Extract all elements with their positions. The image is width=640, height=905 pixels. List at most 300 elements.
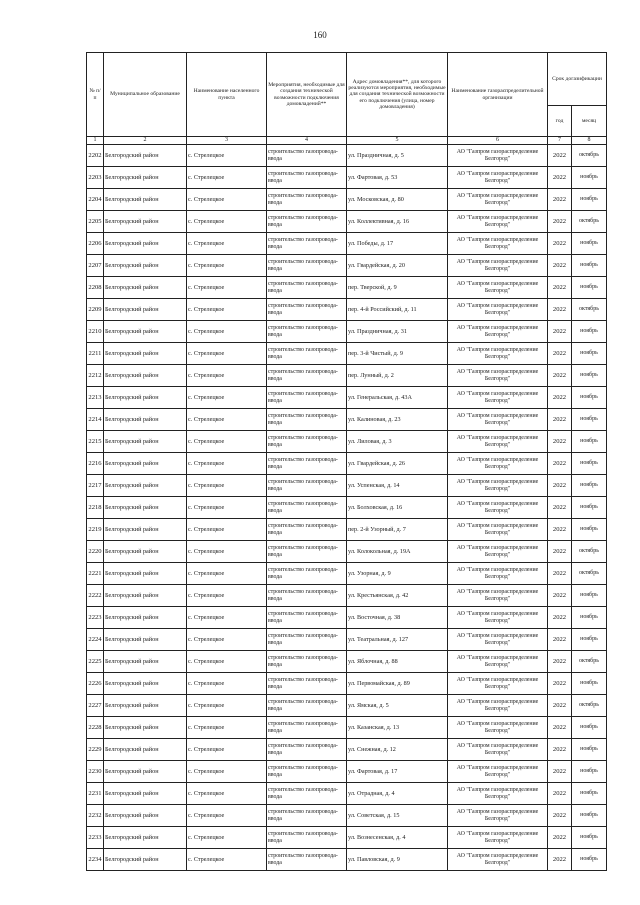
year-cell: 2022 xyxy=(548,651,572,673)
month-cell: ноябрь xyxy=(572,717,607,739)
table-row xyxy=(87,717,607,739)
month-cell: ноябрь xyxy=(572,805,607,827)
settlement-cell: с. Стрелецкое xyxy=(187,277,267,299)
row-number: 2218 xyxy=(87,497,104,519)
municipality-cell: Белгородский район xyxy=(104,343,187,365)
year-cell: 2022 xyxy=(548,673,572,695)
column-number: 6 xyxy=(448,137,548,145)
row-number: 2210 xyxy=(87,321,104,343)
month-cell: ноябрь xyxy=(572,739,607,761)
organization-cell: АО "Газпром газораспределение Белгород" xyxy=(448,805,548,827)
organization-cell: АО "Газпром газораспределение Белгород" xyxy=(448,277,548,299)
month-cell: ноябрь xyxy=(572,585,607,607)
measure-cell: строительство газопровода-ввода xyxy=(267,761,347,783)
year-cell: 2022 xyxy=(548,453,572,475)
year-cell: 2022 xyxy=(548,541,572,563)
municipality-cell: Белгородский район xyxy=(104,431,187,453)
address-cell: ул. Театральная, д. 127 xyxy=(347,629,448,651)
year-cell: 2022 xyxy=(548,475,572,497)
table-row xyxy=(87,409,607,431)
organization-cell: АО "Газпром газораспределение Белгород" xyxy=(448,475,548,497)
measure-cell: строительство газопровода-ввода xyxy=(267,431,347,453)
row-number: 2209 xyxy=(87,299,104,321)
municipality-cell: Белгородский район xyxy=(104,651,187,673)
settlement-cell: с. Стрелецкое xyxy=(187,695,267,717)
month-cell: ноябрь xyxy=(572,233,607,255)
column-number: 7 xyxy=(548,137,572,145)
month-cell: октябрь xyxy=(572,651,607,673)
month-cell: ноябрь xyxy=(572,849,607,871)
month-cell: октябрь xyxy=(572,541,607,563)
year-cell: 2022 xyxy=(548,145,572,167)
month-cell: октябрь xyxy=(572,563,607,585)
row-number: 2212 xyxy=(87,365,104,387)
address-cell: ул. Гвардейская, д. 20 xyxy=(347,255,448,277)
organization-cell: АО "Газпром газораспределение Белгород" xyxy=(448,717,548,739)
address-cell: ул. Вознесенская, д. 4 xyxy=(347,827,448,849)
address-cell: пер. 2-й Узорный, д. 7 xyxy=(347,519,448,541)
table-row xyxy=(87,211,607,233)
measure-cell: строительство газопровода-ввода xyxy=(267,695,347,717)
measure-cell: строительство газопровода-ввода xyxy=(267,255,347,277)
measure-cell: строительство газопровода-ввода xyxy=(267,519,347,541)
year-cell: 2022 xyxy=(548,629,572,651)
table-row xyxy=(87,563,607,585)
year-cell: 2022 xyxy=(548,409,572,431)
measure-cell: строительство газопровода-ввода xyxy=(267,651,347,673)
year-cell: 2022 xyxy=(548,189,572,211)
year-cell: 2022 xyxy=(548,607,572,629)
row-number: 2205 xyxy=(87,211,104,233)
header-deadline: Срок догазификации xyxy=(548,53,607,106)
address-cell: ул. Восточная, д. 38 xyxy=(347,607,448,629)
measure-cell: строительство газопровода-ввода xyxy=(267,629,347,651)
municipality-cell: Белгородский район xyxy=(104,321,187,343)
address-cell: ул. Отрадная, д. 4 xyxy=(347,783,448,805)
row-number: 2234 xyxy=(87,849,104,871)
municipality-cell: Белгородский район xyxy=(104,233,187,255)
table-row xyxy=(87,497,607,519)
month-cell: ноябрь xyxy=(572,387,607,409)
row-number: 2211 xyxy=(87,343,104,365)
organization-cell: АО "Газпром газораспределение Белгород" xyxy=(448,255,548,277)
address-cell: ул. Советская, д. 15 xyxy=(347,805,448,827)
month-cell: ноябрь xyxy=(572,783,607,805)
address-cell: ул. Павловская, д. 9 xyxy=(347,849,448,871)
municipality-cell: Белгородский район xyxy=(104,717,187,739)
settlement-cell: с. Стрелецкое xyxy=(187,497,267,519)
table-row xyxy=(87,673,607,695)
address-cell: ул. Узорная, д. 9 xyxy=(347,563,448,585)
address-cell: пер. Тверской, д. 9 xyxy=(347,277,448,299)
municipality-cell: Белгородский район xyxy=(104,299,187,321)
organization-cell: АО "Газпром газораспределение Белгород" xyxy=(448,233,548,255)
month-cell: ноябрь xyxy=(572,497,607,519)
table-row xyxy=(87,761,607,783)
organization-cell: АО "Газпром газораспределение Белгород" xyxy=(448,827,548,849)
settlement-cell: с. Стрелецкое xyxy=(187,805,267,827)
measure-cell: строительство газопровода-ввода xyxy=(267,299,347,321)
month-cell: ноябрь xyxy=(572,343,607,365)
month-cell: ноябрь xyxy=(572,673,607,695)
settlement-cell: с. Стрелецкое xyxy=(187,409,267,431)
table-row xyxy=(87,849,607,871)
month-cell: ноябрь xyxy=(572,607,607,629)
address-cell: пер. Лунный, д. 2 xyxy=(347,365,448,387)
year-cell: 2022 xyxy=(548,761,572,783)
year-cell: 2022 xyxy=(548,277,572,299)
row-number: 2232 xyxy=(87,805,104,827)
measure-cell: строительство газопровода-ввода xyxy=(267,277,347,299)
address-cell: ул. Лиловая, д. 3 xyxy=(347,431,448,453)
table-row xyxy=(87,695,607,717)
column-numbers-row xyxy=(87,137,607,145)
organization-cell: АО "Газпром газораспределение Белгород" xyxy=(448,299,548,321)
municipality-cell: Белгородский район xyxy=(104,761,187,783)
table-row xyxy=(87,189,607,211)
municipality-cell: Белгородский район xyxy=(104,849,187,871)
row-number: 2227 xyxy=(87,695,104,717)
settlement-cell: с. Стрелецкое xyxy=(187,431,267,453)
table-row xyxy=(87,299,607,321)
table-row xyxy=(87,387,607,409)
organization-cell: АО "Газпром газораспределение Белгород" xyxy=(448,409,548,431)
address-cell: ул. Фартовая, д. 53 xyxy=(347,167,448,189)
year-cell: 2022 xyxy=(548,211,572,233)
municipality-cell: Белгородский район xyxy=(104,563,187,585)
table-row xyxy=(87,739,607,761)
header-organization: Наименование газораспределительной организации xyxy=(448,53,548,137)
month-cell: ноябрь xyxy=(572,321,607,343)
year-cell: 2022 xyxy=(548,695,572,717)
organization-cell: АО "Газпром газораспределение Белгород" xyxy=(448,211,548,233)
year-cell: 2022 xyxy=(548,431,572,453)
organization-cell: АО "Газпром газораспределение Белгород" xyxy=(448,739,548,761)
row-number: 2223 xyxy=(87,607,104,629)
municipality-cell: Белгородский район xyxy=(104,387,187,409)
year-cell: 2022 xyxy=(548,519,572,541)
month-cell: ноябрь xyxy=(572,255,607,277)
address-cell: ул. Колокольная, д. 19А xyxy=(347,541,448,563)
settlement-cell: с. Стрелецкое xyxy=(187,299,267,321)
organization-cell: АО "Газпром газораспределение Белгород" xyxy=(448,651,548,673)
organization-cell: АО "Газпром газораспределение Белгород" xyxy=(448,431,548,453)
organization-cell: АО "Газпром газораспределение Белгород" xyxy=(448,387,548,409)
measure-cell: строительство газопровода-ввода xyxy=(267,585,347,607)
table-row xyxy=(87,783,607,805)
table-row xyxy=(87,167,607,189)
table-row xyxy=(87,343,607,365)
measure-cell: строительство газопровода-ввода xyxy=(267,607,347,629)
row-number: 2217 xyxy=(87,475,104,497)
year-cell: 2022 xyxy=(548,321,572,343)
measure-cell: строительство газопровода-ввода xyxy=(267,189,347,211)
address-cell: ул. Коллективная, д. 16 xyxy=(347,211,448,233)
header-month: месяц xyxy=(572,106,607,137)
municipality-cell: Белгородский район xyxy=(104,255,187,277)
municipality-cell: Белгородский район xyxy=(104,607,187,629)
organization-cell: АО "Газпром газораспределение Белгород" xyxy=(448,453,548,475)
measure-cell: строительство газопровода-ввода xyxy=(267,409,347,431)
organization-cell: АО "Газпром газораспределение Белгород" xyxy=(448,783,548,805)
measure-cell: строительство газопровода-ввода xyxy=(267,673,347,695)
table-row xyxy=(87,541,607,563)
municipality-cell: Белгородский район xyxy=(104,409,187,431)
address-cell: ул. Успенская, д. 14 xyxy=(347,475,448,497)
row-number: 2229 xyxy=(87,739,104,761)
address-cell: ул. Первомайская, д. 89 xyxy=(347,673,448,695)
year-cell: 2022 xyxy=(548,717,572,739)
settlement-cell: с. Стрелецкое xyxy=(187,167,267,189)
settlement-cell: с. Стрелецкое xyxy=(187,761,267,783)
row-number: 2224 xyxy=(87,629,104,651)
column-number: 8 xyxy=(572,137,607,145)
table-row xyxy=(87,321,607,343)
column-number: 3 xyxy=(187,137,267,145)
organization-cell: АО "Газпром газораспределение Белгород" xyxy=(448,365,548,387)
measure-cell: строительство газопровода-ввода xyxy=(267,739,347,761)
municipality-cell: Белгородский район xyxy=(104,827,187,849)
settlement-cell: с. Стрелецкое xyxy=(187,365,267,387)
year-cell: 2022 xyxy=(548,299,572,321)
measure-cell: строительство газопровода-ввода xyxy=(267,321,347,343)
table-row xyxy=(87,453,607,475)
row-number: 2213 xyxy=(87,387,104,409)
table-row xyxy=(87,233,607,255)
address-cell: ул. Победы, д. 17 xyxy=(347,233,448,255)
address-cell: ул. Снежная, д. 12 xyxy=(347,739,448,761)
municipality-cell: Белгородский район xyxy=(104,365,187,387)
municipality-cell: Белгородский район xyxy=(104,145,187,167)
measure-cell: строительство газопровода-ввода xyxy=(267,475,347,497)
row-number: 2221 xyxy=(87,563,104,585)
organization-cell: АО "Газпром газораспределение Белгород" xyxy=(448,585,548,607)
settlement-cell: с. Стрелецкое xyxy=(187,475,267,497)
measure-cell: строительство газопровода-ввода xyxy=(267,233,347,255)
year-cell: 2022 xyxy=(548,167,572,189)
month-cell: ноябрь xyxy=(572,365,607,387)
year-cell: 2022 xyxy=(548,343,572,365)
header-municipality: Муниципальное образование xyxy=(104,53,187,137)
header-address: Адрес домовладения**, для которого реализуются мероприятия, необходимые для создания технической возможности его подключения (улица, номер домовладения) xyxy=(347,53,448,137)
row-number: 2215 xyxy=(87,431,104,453)
month-cell: октябрь xyxy=(572,299,607,321)
organization-cell: АО "Газпром газораспределение Белгород" xyxy=(448,761,548,783)
address-cell: ул. Фартовая, д. 17 xyxy=(347,761,448,783)
settlement-cell: с. Стрелецкое xyxy=(187,343,267,365)
month-cell: ноябрь xyxy=(572,167,607,189)
organization-cell: АО "Газпром газораспределение Белгород" xyxy=(448,673,548,695)
row-number: 2202 xyxy=(87,145,104,167)
municipality-cell: Белгородский район xyxy=(104,475,187,497)
month-cell: ноябрь xyxy=(572,629,607,651)
settlement-cell: с. Стрелецкое xyxy=(187,453,267,475)
settlement-cell: с. Стрелецкое xyxy=(187,387,267,409)
column-number: 4 xyxy=(267,137,347,145)
month-cell: ноябрь xyxy=(572,189,607,211)
row-number: 2230 xyxy=(87,761,104,783)
table-body xyxy=(87,145,607,871)
measure-cell: строительство газопровода-ввода xyxy=(267,827,347,849)
settlement-cell: с. Стрелецкое xyxy=(187,233,267,255)
organization-cell: АО "Газпром газораспределение Белгород" xyxy=(448,189,548,211)
table-row xyxy=(87,431,607,453)
settlement-cell: с. Стрелецкое xyxy=(187,717,267,739)
settlement-cell: с. Стрелецкое xyxy=(187,783,267,805)
row-number: 2226 xyxy=(87,673,104,695)
row-number: 2216 xyxy=(87,453,104,475)
measure-cell: строительство газопровода-ввода xyxy=(267,541,347,563)
measure-cell: строительство газопровода-ввода xyxy=(267,211,347,233)
settlement-cell: с. Стрелецкое xyxy=(187,321,267,343)
municipality-cell: Белгородский район xyxy=(104,673,187,695)
measure-cell: строительство газопровода-ввода xyxy=(267,563,347,585)
column-number: 5 xyxy=(347,137,448,145)
table-row xyxy=(87,805,607,827)
settlement-cell: с. Стрелецкое xyxy=(187,211,267,233)
year-cell: 2022 xyxy=(548,233,572,255)
year-cell: 2022 xyxy=(548,739,572,761)
measure-cell: строительство газопровода-ввода xyxy=(267,145,347,167)
municipality-cell: Белгородский район xyxy=(104,189,187,211)
municipality-cell: Белгородский район xyxy=(104,805,187,827)
row-number: 2206 xyxy=(87,233,104,255)
row-number: 2225 xyxy=(87,651,104,673)
address-cell: ул. Гвардейская, д. 26 xyxy=(347,453,448,475)
settlement-cell: с. Стрелецкое xyxy=(187,607,267,629)
municipality-cell: Белгородский район xyxy=(104,783,187,805)
year-cell: 2022 xyxy=(548,497,572,519)
year-cell: 2022 xyxy=(548,805,572,827)
measure-cell: строительство газопровода-ввода xyxy=(267,387,347,409)
month-cell: ноябрь xyxy=(572,453,607,475)
municipality-cell: Белгородский район xyxy=(104,739,187,761)
month-cell: ноябрь xyxy=(572,277,607,299)
organization-cell: АО "Газпром газораспределение Белгород" xyxy=(448,343,548,365)
organization-cell: АО "Газпром газораспределение Белгород" xyxy=(448,145,548,167)
address-cell: пер. 4-й Российский, д. 11 xyxy=(347,299,448,321)
month-cell: октябрь xyxy=(572,145,607,167)
row-number: 2228 xyxy=(87,717,104,739)
table-row xyxy=(87,145,607,167)
header-year: год xyxy=(548,106,572,137)
settlement-cell: с. Стрелецкое xyxy=(187,145,267,167)
table-row xyxy=(87,827,607,849)
row-number: 2207 xyxy=(87,255,104,277)
organization-cell: АО "Газпром газораспределение Белгород" xyxy=(448,849,548,871)
address-cell: пер. 3-й Чистый, д. 9 xyxy=(347,343,448,365)
gasification-table xyxy=(86,52,607,871)
address-cell: ул. Крестьянская, д. 42 xyxy=(347,585,448,607)
address-cell: ул. Праздничная, д. 5 xyxy=(347,145,448,167)
table-row xyxy=(87,475,607,497)
municipality-cell: Белгородский район xyxy=(104,277,187,299)
table-row xyxy=(87,519,607,541)
municipality-cell: Белгородский район xyxy=(104,167,187,189)
page-number: 160 xyxy=(313,30,327,40)
settlement-cell: с. Стрелецкое xyxy=(187,541,267,563)
organization-cell: АО "Газпром газораспределение Белгород" xyxy=(448,321,548,343)
year-cell: 2022 xyxy=(548,783,572,805)
row-number: 2222 xyxy=(87,585,104,607)
row-number: 2214 xyxy=(87,409,104,431)
settlement-cell: с. Стрелецкое xyxy=(187,563,267,585)
table-row xyxy=(87,277,607,299)
measure-cell: строительство газопровода-ввода xyxy=(267,717,347,739)
municipality-cell: Белгородский район xyxy=(104,497,187,519)
organization-cell: АО "Газпром газораспределение Белгород" xyxy=(448,167,548,189)
organization-cell: АО "Газпром газораспределение Белгород" xyxy=(448,629,548,651)
table-row xyxy=(87,651,607,673)
month-cell: октябрь xyxy=(572,211,607,233)
measure-cell: строительство газопровода-ввода xyxy=(267,365,347,387)
row-number: 2219 xyxy=(87,519,104,541)
municipality-cell: Белгородский район xyxy=(104,519,187,541)
month-cell: ноябрь xyxy=(572,431,607,453)
measure-cell: строительство газопровода-ввода xyxy=(267,805,347,827)
address-cell: ул. Болховская, д. 16 xyxy=(347,497,448,519)
column-number: 2 xyxy=(104,137,187,145)
settlement-cell: с. Стрелецкое xyxy=(187,189,267,211)
settlement-cell: с. Стрелецкое xyxy=(187,519,267,541)
organization-cell: АО "Газпром газораспределение Белгород" xyxy=(448,563,548,585)
municipality-cell: Белгородский район xyxy=(104,211,187,233)
municipality-cell: Белгородский район xyxy=(104,695,187,717)
municipality-cell: Белгородский район xyxy=(104,585,187,607)
settlement-cell: с. Стрелецкое xyxy=(187,849,267,871)
year-cell: 2022 xyxy=(548,255,572,277)
row-number: 2233 xyxy=(87,827,104,849)
row-number: 2203 xyxy=(87,167,104,189)
address-cell: ул. Яблочная, д. 88 xyxy=(347,651,448,673)
organization-cell: АО "Газпром газораспределение Белгород" xyxy=(448,497,548,519)
settlement-cell: с. Стрелецкое xyxy=(187,585,267,607)
row-number: 2204 xyxy=(87,189,104,211)
measure-cell: строительство газопровода-ввода xyxy=(267,783,347,805)
year-cell: 2022 xyxy=(548,827,572,849)
year-cell: 2022 xyxy=(548,387,572,409)
measure-cell: строительство газопровода-ввода xyxy=(267,343,347,365)
organization-cell: АО "Газпром газораспределение Белгород" xyxy=(448,519,548,541)
table-row xyxy=(87,365,607,387)
settlement-cell: с. Стрелецкое xyxy=(187,739,267,761)
year-cell: 2022 xyxy=(548,563,572,585)
organization-cell: АО "Газпром газораспределение Белгород" xyxy=(448,541,548,563)
month-cell: ноябрь xyxy=(572,761,607,783)
address-cell: ул. Ямская, д. 5 xyxy=(347,695,448,717)
organization-cell: АО "Газпром газораспределение Белгород" xyxy=(448,607,548,629)
year-cell: 2022 xyxy=(548,849,572,871)
table-row xyxy=(87,255,607,277)
month-cell: ноябрь xyxy=(572,519,607,541)
month-cell: октябрь xyxy=(572,695,607,717)
address-cell: ул. Праздничная, д. 31 xyxy=(347,321,448,343)
settlement-cell: с. Стрелецкое xyxy=(187,255,267,277)
year-cell: 2022 xyxy=(548,365,572,387)
year-cell: 2022 xyxy=(548,585,572,607)
column-number: 1 xyxy=(87,137,104,145)
municipality-cell: Белгородский район xyxy=(104,453,187,475)
settlement-cell: с. Стрелецкое xyxy=(187,651,267,673)
organization-cell: АО "Газпром газораспределение Белгород" xyxy=(448,695,548,717)
month-cell: ноябрь xyxy=(572,827,607,849)
address-cell: ул. Казанская, д. 13 xyxy=(347,717,448,739)
municipality-cell: Белгородский район xyxy=(104,629,187,651)
measure-cell: строительство газопровода-ввода xyxy=(267,167,347,189)
row-number: 2231 xyxy=(87,783,104,805)
settlement-cell: с. Стрелецкое xyxy=(187,827,267,849)
measure-cell: строительство газопровода-ввода xyxy=(267,497,347,519)
